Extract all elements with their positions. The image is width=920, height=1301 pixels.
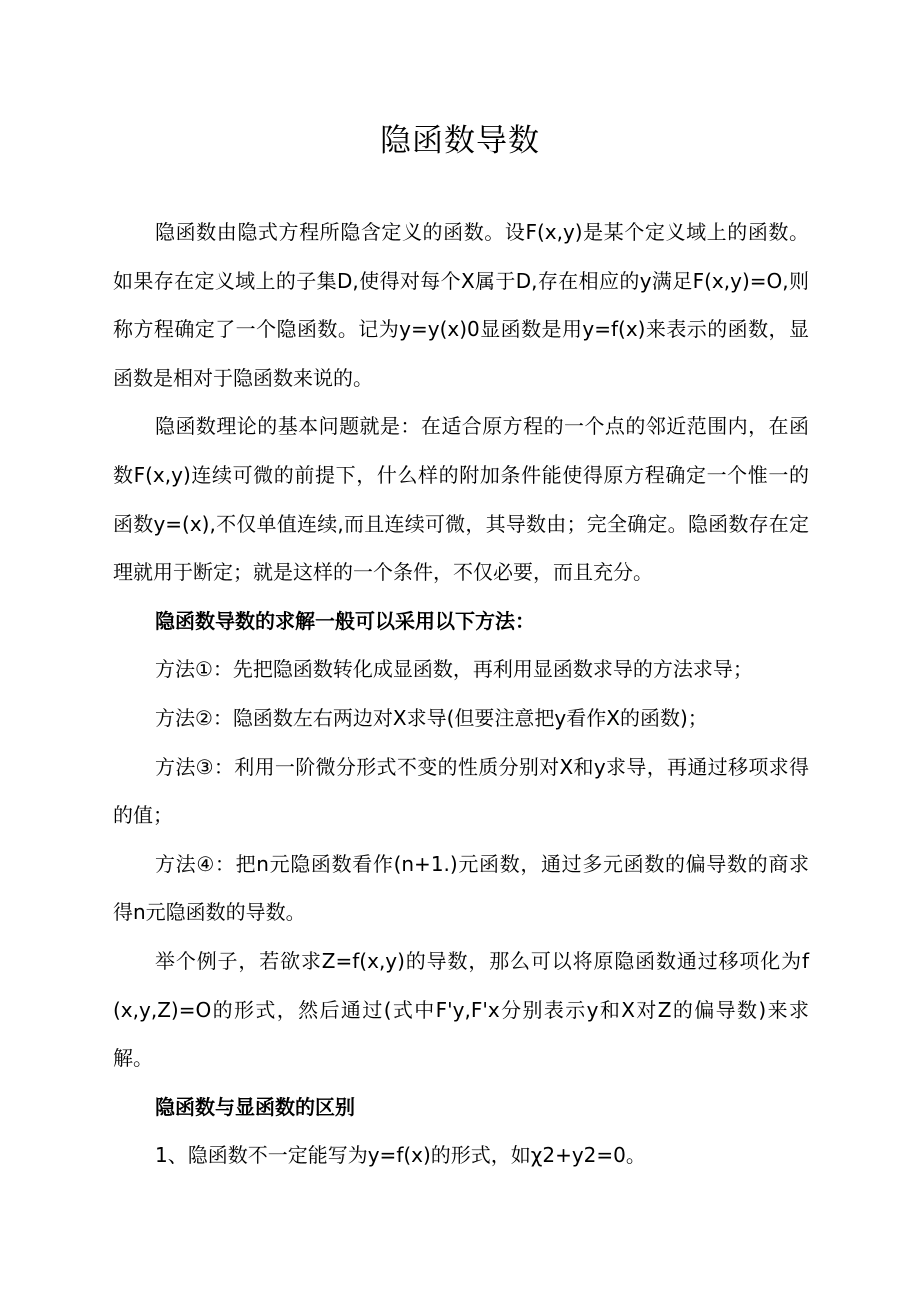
document-body <box>113 208 809 1180</box>
paragraph-example: 举个例子，若欲求Z=f(x,y)的导数，那么可以将原隐函数通过移项化为f(x,y,Z)=O的形式，然后通过(式中F'y,F'x分别表示y和X对Z的偏导数)来求解。 <box>113 948 809 1071</box>
section-heading-difference: 隐函数与显函数的区别 <box>155 1094 355 1119</box>
paragraph-method-3: 方法③：利用一阶微分形式不变的性质分别对X和y求导，再通过移项求得的值； <box>113 754 809 828</box>
paragraph-definition: 隐函数由隐式方程所隐含定义的函数。设F(x,y)是某个定义域上的函数。如果存在定义域上的子集D,使得对每个X属于D,存在相应的y满足F(x,y)=O,则称方程确定了一个隐函数。记为y=y(x)0显函数是用y=f(x)来表示的函数，显函数是相对于隐函数来说的。 <box>113 220 809 390</box>
section-heading-methods: 隐函数导数的求解一般可以采用以下方法： <box>155 608 535 633</box>
paragraph-difference-1: 1、隐函数不一定能写为y=f(x)的形式，如χ2+y2=0。 <box>155 1143 646 1168</box>
paragraph-method-4: 方法④：把n元隐函数看作(n+1.)元函数，通过多元函数的偏导数的商求得n元隐函数的导数。 <box>113 851 809 925</box>
paragraph-basic-problem: 隐函数理论的基本问题就是：在适合原方程的一个点的邻近范围内，在函数F(x,y)连续可微的前提下，什么样的附加条件能使得原方程确定一个惟一的函数y=(x),不仅单值连续,而且连续可微，其导数由；完全确定。隐函数存在定理就用于断定；就是这样的一个条件，不仅必要，而且充分。 <box>113 414 809 585</box>
paragraph-method-1: 方法①：先把隐函数转化成显函数，再利用显函数求导的方法求导； <box>155 657 753 682</box>
page-title: 隐函数导数 <box>380 123 540 159</box>
paragraph-method-2: 方法②：隐函数左右两边对X求导(但要注意把y看作X的函数)； <box>155 705 708 730</box>
